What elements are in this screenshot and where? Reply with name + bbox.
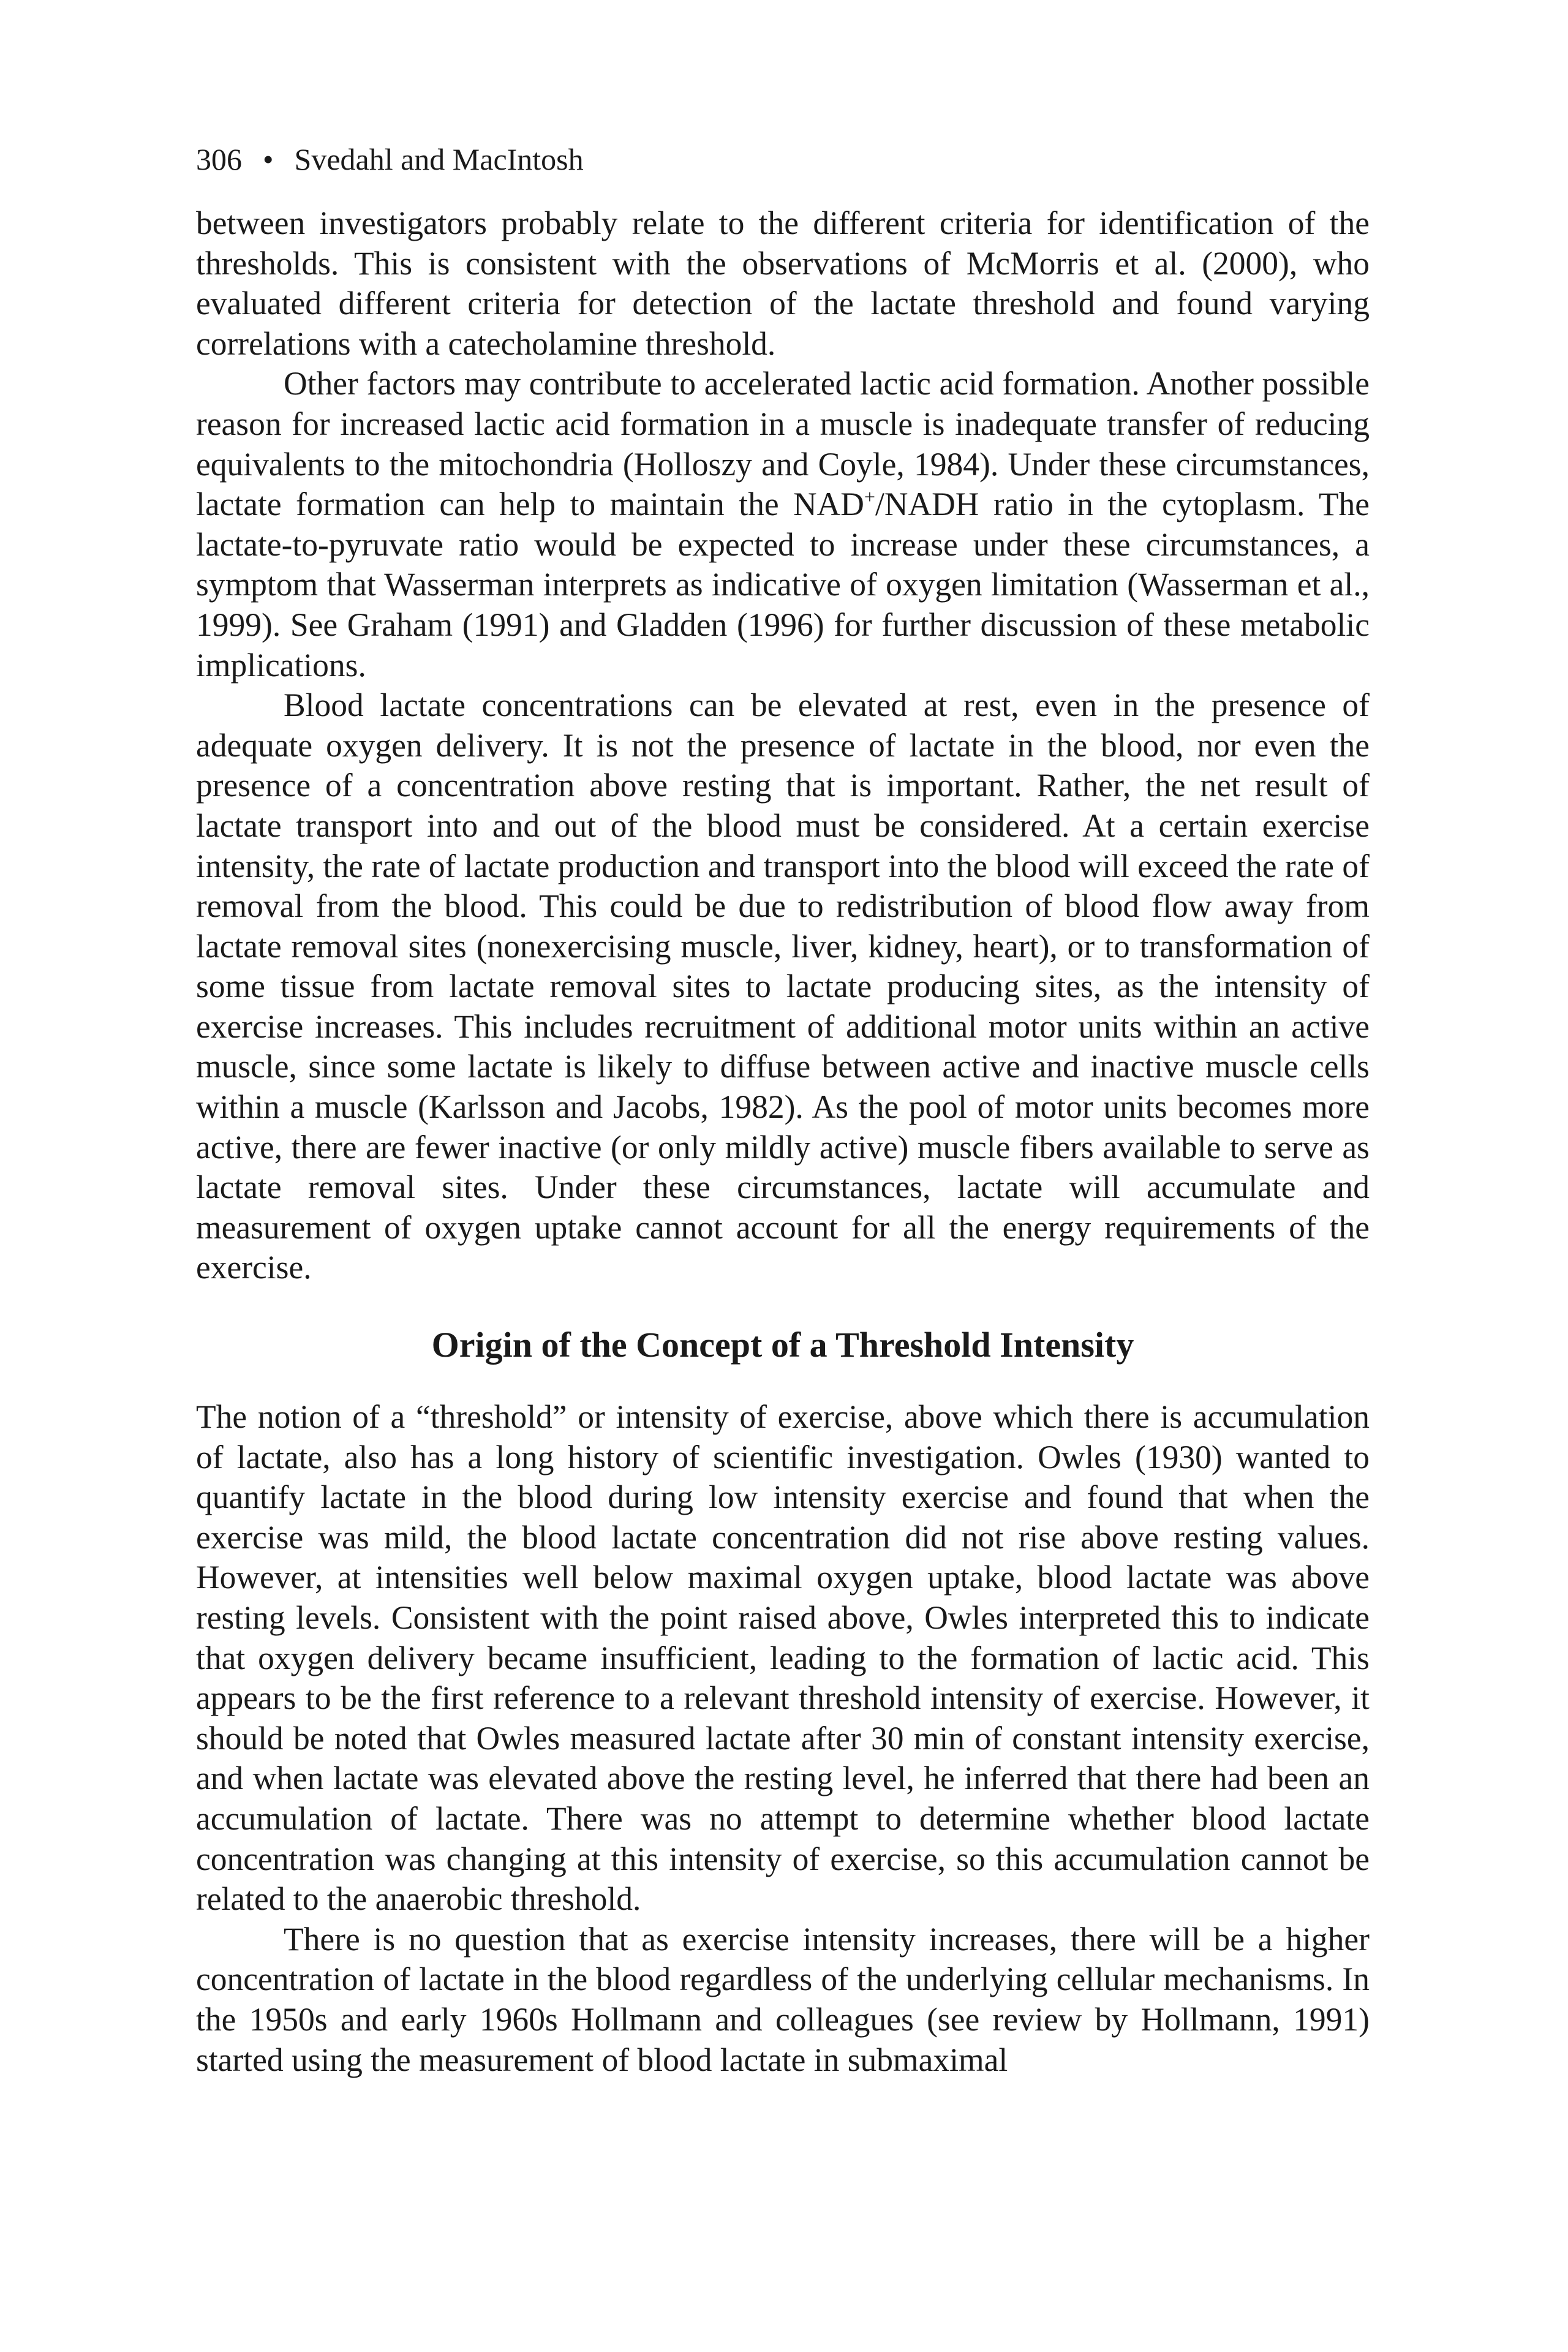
paragraph-1: between investigators probably relate to the different criteria for identification of the thresholds. This is consistent with the observations of McMorris et al. (2000), who evaluated different criteria for detection of the lactate threshold and found varying correlations with a catecholamine threshold. bbox=[196, 205, 1370, 362]
document-page bbox=[196, 141, 1370, 2080]
paragraph-3: Blood lactate concentrations can be elevated at rest, even in the presence of adequate oxygen delivery. It is not the presence of lactate in the blood, nor even the presence of a concentration above resting that is important. Rather, the net result of lactate transport into and out of the blood must be considered. At a certain exercise intensity, the rate of lactate production and transport into the blood will exceed the rate of removal from the blood. This could be due to redistribution of blood flow away from lactate removal sites (nonexercising muscle, liver, kidney, heart), or to transformation of some tissue from lactate removal sites to lactate producing sites, as the intensity of exercise increases. This includes recruitment of additional motor units within an active muscle, since some lactate is likely to diffuse between active and inactive muscle cells within a muscle (Karlsson and Jacobs, 1982). As the pool of motor units becomes more active, there are fewer inactive (or only mildly active) muscle fibers available to serve as lactate removal sites. Under these circumstances, lactate will accumulate and measurement of oxygen uptake cannot account for all the energy requirements of the exercise. bbox=[196, 687, 1370, 1286]
bullet-separator: • bbox=[263, 142, 274, 176]
paragraph-5: There is no question that as exercise intensity increases, there will be a higher concentration of lactate in the blood regardless of the underlying cellular mechanisms. In the 1950s and early 1960s Hollmann and colleagues (see review by Hollmann, 1991) started using the measurement of blood lactate in submaximal bbox=[196, 1920, 1370, 2078]
running-head-authors: Svedahl and MacIntosh bbox=[294, 142, 584, 176]
running-head bbox=[196, 141, 1370, 178]
paragraph-4: The notion of a “threshold” or intensity of exercise, above which there is accumulation of lactate, also has a long history of scientific investigation. Owles (1930) wanted to quantify lactate in the blood during low intensity exercise and found that when the exercise was mild, the blood lactate concentration did not rise above resting values. However, at intensities well below maximal oxygen uptake, blood lactate was above resting levels. Consistent with the point raised above, Owles interpreted this to indicate that oxygen delivery became insufficient, leading to the formation of lactic acid. This appears to be the first reference to a relevant threshold intensity of exercise. However, it should be noted that Owles measured lactate after 30 min of constant intensity exercise, and when lactate was elevated above the resting level, he inferred that there had been an accumulation of lactate. There was no attempt to determine whether blood lactate concentration was changing at this intensity of exercise, so this accumulation cannot be related to the anaerobic threshold. bbox=[196, 1398, 1370, 1918]
page-number: 306 bbox=[196, 142, 242, 176]
paragraph-2-text-a: Other factors may contribute to accelerated lactic acid formation. Another possible reason for increased lactic acid formation in a muscle is inadequate transfer of reducing equivalents to the mitochondria (Holloszy and Coyle, 1984). Under these circumstances, lactate formation can help to maintain the NAD bbox=[196, 365, 1370, 523]
section-heading: Origin of the Concept of a Threshold Intensity bbox=[431, 1325, 1134, 1365]
paragraph-2 bbox=[196, 364, 1370, 685]
paragraph-2-text-b: /NADH ratio in the cytoplasm. The lactate-to-pyruvate ratio would be expected to increase under these circumstances, a symptom that Wasserman interprets as indicative of oxygen limitation (Wasserman et al., 1999). See Graham (1991) and Gladden (1996) for further discussion of these metabolic implications. bbox=[196, 486, 1370, 684]
superscript-plus: + bbox=[864, 486, 875, 508]
